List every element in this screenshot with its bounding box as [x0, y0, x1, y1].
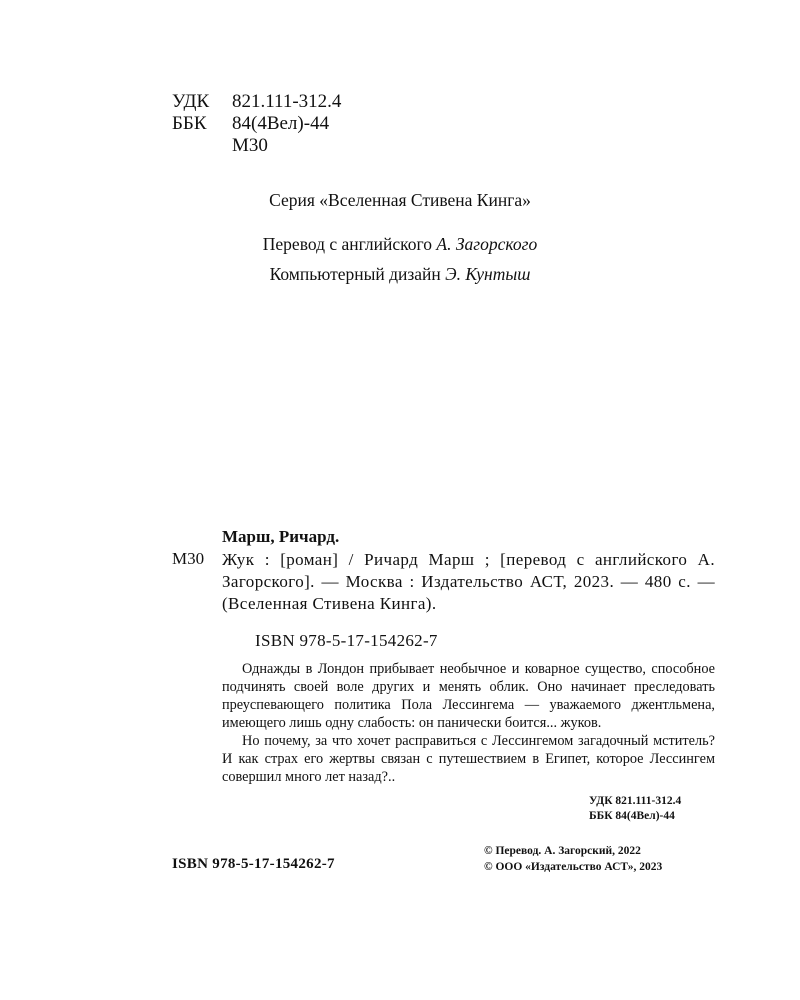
translation-credit: [0, 234, 800, 255]
catalog-block: [172, 91, 341, 157]
designer-name: Э. Кунтыш: [445, 264, 531, 284]
design-credit: [0, 264, 800, 285]
udk-row: [172, 91, 341, 113]
translator-name: А. Загорского: [436, 234, 538, 254]
annotation: [222, 660, 715, 786]
record-mark: М30: [172, 549, 205, 568]
record-description: Жук : [роман] / Ричард Марш ; [перевод с английского А. Загорского]. — Москва : Издательство АСТ, 2023. — 480 с. — (Вселенная Стивена Кинга).: [222, 550, 715, 613]
series-title: Серия «Вселенная Стивена Кинга»: [269, 190, 531, 210]
footer-isbn: ISBN 978-5-17-154262-7: [172, 856, 335, 872]
design-label: Компьютерный дизайн: [269, 264, 446, 284]
copyright-block: [484, 843, 662, 875]
translation-label: Перевод с английского: [262, 234, 437, 254]
bbk-value: 84(4Вел)-44: [232, 113, 330, 134]
annotation-paragraph-2: Но почему, за что хочет расправиться с Лессингемом загадочный мститель? И как страх его жертвы связан с путешествием в Египет, которое Лессингем совершил много лет назад?..: [222, 733, 715, 785]
copyright-publisher: © ООО «Издательство АСТ», 2023: [484, 861, 663, 873]
annotation-paragraph-1: Однажды в Лондон прибывает необычное и коварное существо, способное подчинять своей воле других и менять облик. Оно начинает преследовать преуспевающего политика Пола Лессингема — уважаемого джентльмена, имеющего лишь одну слабость: он панически боится... жуков.: [222, 661, 715, 731]
record-author-heading: Марш, Ричард.: [222, 527, 340, 546]
author-mark: М30: [232, 135, 268, 156]
bbk-code: ББК 84(4Вел)-44: [589, 810, 675, 822]
bbk-label: ББК: [172, 113, 207, 134]
udk-code: УДК 821.111-312.4: [589, 795, 682, 807]
record-isbn: ISBN 978-5-17-154262-7: [255, 631, 438, 650]
udk-label: УДК: [172, 91, 210, 112]
udk-value: 821.111-312.4: [232, 91, 342, 112]
author-mark-row: [172, 135, 341, 157]
copyright-translation: © Перевод. А. Загорский, 2022: [484, 845, 641, 857]
classification-codes: [589, 794, 681, 824]
bbk-row: [172, 113, 341, 135]
